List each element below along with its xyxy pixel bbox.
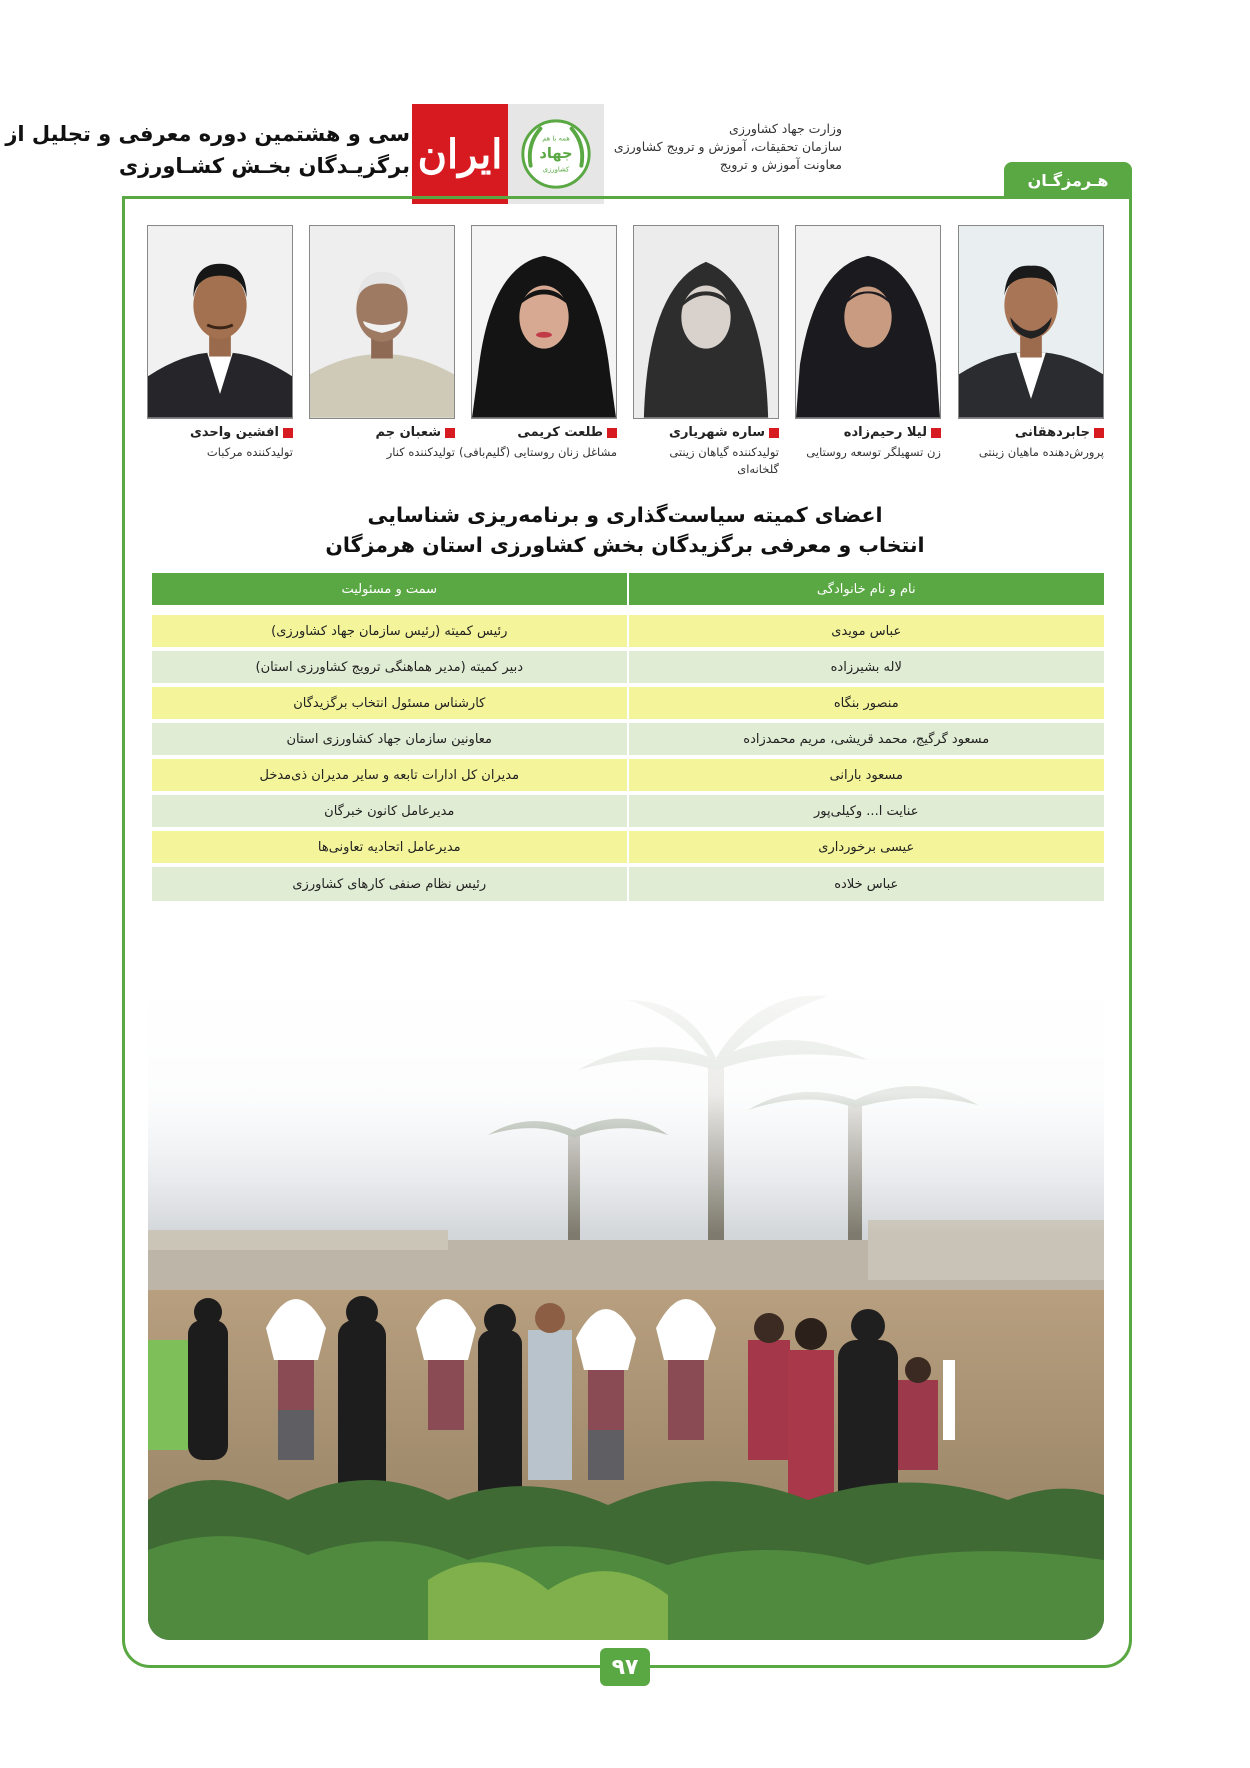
member-position: معاونین سازمان جهاد کشاورزی استان: [151, 721, 628, 757]
ministry-line: معاونت آموزش و ترویج: [719, 157, 842, 172]
red-bullet-icon: [445, 428, 455, 438]
winner-card: [958, 225, 1104, 461]
man-portrait-icon: [148, 226, 292, 418]
frame-top-divider: [122, 196, 1004, 199]
winner-role-line: تولیدکننده کنار: [386, 445, 455, 459]
member-name: لاله بشیرزاده: [628, 649, 1104, 685]
committee-title: [150, 500, 1100, 560]
table-row: [151, 613, 1104, 649]
jahad-emblem-icon: [517, 115, 595, 193]
member-position: دبیر کمیته (مدیر هماهنگی ترویج کشاورزی استان): [151, 649, 628, 685]
winner-photo: [471, 225, 617, 419]
member-position: مدیرعامل کانون خبرگان: [151, 793, 628, 829]
winner-name-row: [309, 425, 455, 440]
winner-card: [795, 225, 941, 461]
man-portrait-icon: [959, 226, 1103, 418]
member-name: عیسی برخورداری: [628, 829, 1104, 865]
iran-newspaper-logo: ایران: [412, 104, 508, 204]
member-name: مسعود بارانی: [628, 757, 1104, 793]
committee-table: [150, 573, 1104, 901]
member-position: مدیرعامل اتحادیه تعاونی‌ها: [151, 829, 628, 865]
winner-card: [633, 225, 779, 478]
winner-card: [309, 225, 455, 461]
jahad-keshavarzi-logo: [508, 104, 604, 204]
winner-role-line: تولیدکننده مرکبات: [206, 445, 293, 459]
winner-name-row: [633, 425, 779, 440]
column-header-position: سمت و مسئولیت: [151, 573, 628, 605]
member-name: عنایت ا... وکیلی‌پور: [628, 793, 1104, 829]
ministry-line: وزارت جهاد کشاورزی: [729, 121, 842, 136]
winner-photo: [309, 225, 455, 419]
red-bullet-icon: [607, 428, 617, 438]
winner-role-line: مشاغل زنان روستایی (گلیم‌بافی): [459, 445, 617, 459]
winner-role: [459, 444, 617, 461]
member-position: مدیران کل ادارات تابعه و سایر مدیران ذی‌مدخل: [151, 757, 628, 793]
winner-name: ساره شهریاری: [669, 425, 765, 440]
winner-name-row: [795, 425, 941, 440]
page-headline: [5, 118, 410, 182]
member-name: منصور بنگاه: [628, 685, 1104, 721]
winner-card: [459, 225, 617, 461]
page-number: ۹۷: [600, 1648, 650, 1686]
winner-name: افشین واحدی: [189, 425, 279, 440]
member-name: مسعود گرگیج، محمد قریشی، مریم محمدزاده: [628, 721, 1104, 757]
svg-text:کشاورزی: کشاورزی: [542, 165, 570, 174]
winner-name-row: [958, 425, 1104, 440]
table-row: [151, 757, 1104, 793]
garden-group-photo: [148, 940, 1104, 1640]
winner-name-row: [471, 425, 617, 440]
winner-name: جابردهقانی: [1014, 425, 1090, 440]
winner-role-line: گلخانه‌ای: [737, 462, 779, 476]
member-position: کارشناس مسئول انتخاب برگزیدگان: [151, 685, 628, 721]
winner-role: [147, 444, 293, 461]
winner-photo: [147, 225, 293, 419]
ministry-line: سازمان تحقیقات، آموزش و ترویج کشاورزی: [613, 139, 842, 154]
table-row: [151, 793, 1104, 829]
winner-name: شعبان جم: [375, 425, 441, 440]
member-position: رئیس نظام صنفی کارهای کشاورزی: [151, 865, 628, 901]
winner-role: [309, 444, 455, 461]
red-bullet-icon: [283, 428, 293, 438]
red-bullet-icon: [931, 428, 941, 438]
winner-role: [958, 444, 1104, 461]
winner-role-line: پرورش‌دهنده ماهیان زینتی: [978, 445, 1104, 459]
red-bullet-icon: [1094, 428, 1104, 438]
committee-title-line-1: اعضای کمیته سیاست‌گذاری و برنامه‌ریزی شناسایی: [367, 503, 883, 527]
ministry-info: [613, 120, 842, 174]
winner-photo: [795, 225, 941, 419]
table-header-row: [151, 573, 1104, 605]
woman-portrait-icon: [796, 226, 940, 418]
winner-photo: [958, 225, 1104, 419]
column-header-name: نام و نام خانوادگی: [628, 573, 1104, 605]
garden-scene-illustration: [148, 940, 1104, 1640]
winner-role-line: تولیدکننده گیاهان زینتی: [669, 445, 779, 459]
table-row: [151, 829, 1104, 865]
winner-photo: [633, 225, 779, 419]
winner-name: لیلا رحیم‌زاده: [843, 425, 927, 440]
table-row: [151, 865, 1104, 901]
winner-role-line: زن تسهیلگر توسعه روستایی: [806, 445, 941, 459]
member-name: عباس خلاده: [628, 865, 1104, 901]
table-row: [151, 721, 1104, 757]
headline-line-1: سی و هشتمین دوره معرفی و تجلیل از: [5, 122, 410, 146]
table-row: [151, 685, 1104, 721]
table-row: [151, 649, 1104, 685]
woman-portrait-icon: [472, 226, 616, 418]
elderly-man-portrait-icon: [310, 226, 454, 418]
red-bullet-icon: [769, 428, 779, 438]
winner-card: [147, 225, 293, 461]
svg-text:جهاد: جهاد: [539, 144, 573, 162]
winner-role: [795, 444, 941, 461]
winner-role: [633, 444, 779, 478]
member-name: عباس مویدی: [628, 613, 1104, 649]
committee-title-line-2: انتخاب و معرفی برگزیدگان بخش کشاورزی استان هرمزگان: [325, 533, 925, 557]
table-spacer: [151, 605, 1104, 613]
svg-text:همه با هم: همه با هم: [542, 134, 570, 143]
headline-line-2: برگزیـدگان بخـش کشـاورزی: [118, 154, 410, 178]
member-position: رئیس کمیته (رئیس سازمان جهاد کشاورزی): [151, 613, 628, 649]
province-tab: هـرمزگـان: [1004, 162, 1132, 199]
winner-name-row: [147, 425, 293, 440]
woman-portrait-icon: [634, 226, 778, 418]
winner-name: طلعت کریمی: [517, 425, 603, 440]
